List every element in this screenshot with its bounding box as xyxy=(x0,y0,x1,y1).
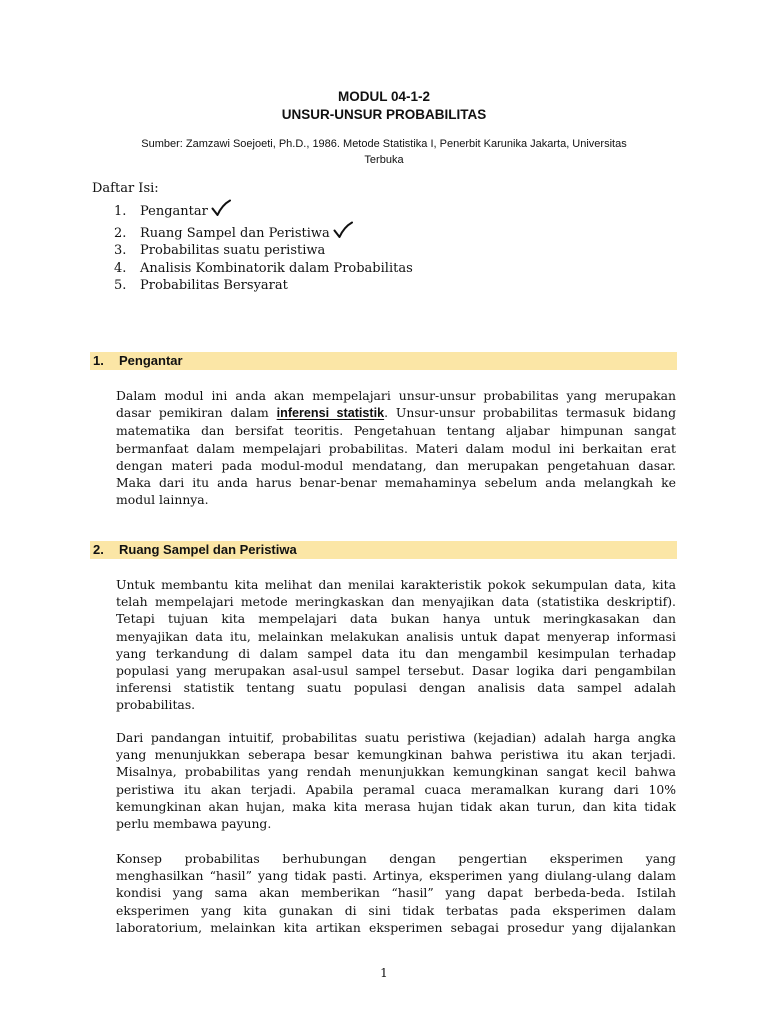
toc-item-number: 5. xyxy=(114,278,127,293)
toc-item-label: Analisis Kombinatorik dalam Probabilitas xyxy=(140,260,413,276)
page-number: 1 xyxy=(380,966,388,980)
paragraph-line: Misalnya, probabilitas yang rendah menunjukkan kemungkinan sangat kecil bahwa xyxy=(116,764,676,780)
paragraph-line: peristiwa itu akan terjadi. Apabila peramal cuaca meramalkan kurang dari 10% xyxy=(116,781,676,797)
toc-item-number: 3. xyxy=(114,243,127,258)
toc-item-number: 2. xyxy=(114,225,127,241)
paragraph-line: Tetapi tujuan kita mempelajari data bukan hanya untuk meringkasakan dan xyxy=(116,611,676,627)
key-term: inferensi statistik xyxy=(276,406,385,421)
section-number: 1. xyxy=(93,353,104,368)
paragraph-line: populasi yang merupakan asal-usul sampel tersebut. Dasar logika dari pengambilan xyxy=(116,663,676,679)
paragraph-line: kondisi yang sama akan memberikan “hasil” yang dapat berbeda-beda. Istilah xyxy=(116,885,676,901)
paragraph-line: perlu membawa payung. xyxy=(116,816,272,832)
paragraph-line: Konsep probabilitas berhubungan dengan pengertian eksperimen yang xyxy=(116,851,676,866)
paragraph-line: menghasilkan “hasil” yang tidak pasti. Artinya, eksperimen yang diulang-ulang dalam xyxy=(116,868,676,884)
table-of-contents xyxy=(114,199,413,295)
paragraph-line: Maka dari itu anda harus benar-benar memahaminya sebelum anda melangkah ke xyxy=(116,475,676,491)
paragraph-line: yang menunjukkan seberapa besar kemungkinan bahwa peristiwa itu akan terjadi. xyxy=(116,747,676,763)
paragraph-line: laboratorium, melainkan kita artikan eksperimen sebagai prosedur yang dijalankan xyxy=(116,919,676,935)
toc-item-label: Ruang Sampel dan Peristiwa xyxy=(140,225,330,241)
toc-item-label: Probabilitas Bersyarat xyxy=(140,278,288,293)
toc-item xyxy=(114,221,413,243)
section-heading-pengantar xyxy=(90,352,677,370)
section-number: 2. xyxy=(93,542,104,557)
paragraph-line: bermanfaat dalam mempelajari probabilitas. Materi dalam modul ini berkaitan erat xyxy=(116,440,676,456)
paragraph-line: eksperimen yang kita gunakan di sini tidak terbatas pada eksperimen dalam xyxy=(116,902,676,918)
paragraph xyxy=(116,576,676,714)
paragraph-line: kemungkinan akan hujan, maka kita merasa hujan tidak akan turun, dan kita tidak xyxy=(116,798,676,814)
paragraph-line: Untuk membantu kita melihat dan menilai karakteristik pokok sekumpulan data, kita xyxy=(116,577,676,592)
toc-item xyxy=(114,277,413,295)
paragraph xyxy=(116,729,676,832)
paragraph-line: matematika dan bersifat teoritis. Pengetahuan tentang aljabar himpunan sangat xyxy=(116,423,676,439)
paragraph xyxy=(116,387,676,508)
toc-item-number: 1. xyxy=(114,204,127,219)
section-heading-ruang-sampel xyxy=(90,541,677,559)
paragraph-line: yang terkandung di dalam sampel data itu dan mengambil kesimpulan terhadap xyxy=(116,645,676,661)
paragraph-line: menyajikan data itu, melainkan melakukan analisis untuk dapat menyerap informasi xyxy=(116,628,676,644)
toc-item-number: 4. xyxy=(114,260,127,276)
section-title: Pengantar xyxy=(119,353,183,368)
text-run: . Unsur-unsur probabilitas termasuk bidang xyxy=(384,405,676,421)
paragraph-line: inferensi statistik tentang suatu populasi dengan analisis data sampel adalah xyxy=(116,680,676,696)
paragraph-line: telah mempelajari metode meringkaskan dan menyajikan data (statistika deskriptif). xyxy=(116,594,676,610)
source-citation xyxy=(110,136,658,168)
toc-item xyxy=(114,260,413,278)
text-run: dasar pemikiran dalam xyxy=(116,405,277,421)
section-title: Ruang Sampel dan Peristiwa xyxy=(119,542,297,557)
checkmark-icon xyxy=(333,221,353,239)
toc-item xyxy=(114,199,413,221)
module-title: UNSUR-UNSUR PROBABILITAS xyxy=(281,107,487,122)
module-code: MODUL 04-1-2 xyxy=(337,89,431,104)
paragraph-line: modul lainnya. xyxy=(116,492,209,508)
paragraph-line: dengan materi pada modul-modul mendatang, dan merupakan pengetahuan dasar. xyxy=(116,457,676,473)
paragraph xyxy=(116,850,676,936)
toc-item xyxy=(114,242,413,260)
checkmark-icon xyxy=(211,199,231,217)
paragraph-line: Dalam modul ini anda akan mempelajari unsur-unsur probabilitas yang merupakan xyxy=(116,388,676,403)
source-line-2: Terbuka xyxy=(364,154,404,166)
paragraph-line: probabilitas. xyxy=(116,697,196,713)
paragraph-line xyxy=(116,404,676,422)
source-line-1: Sumber: Zamzawi Soejoeti, Ph.D., 1986. Metode Statistika I, Penerbit Karunika Jakarta, Universitas xyxy=(141,138,627,150)
toc-heading: Daftar Isi: xyxy=(92,181,159,196)
toc-item-label: Pengantar xyxy=(140,204,208,219)
paragraph-line: Dari pandangan intuitif, probabilitas suatu peristiwa (kejadian) adalah harga angka xyxy=(116,730,676,745)
toc-item-label: Probabilitas suatu peristiwa xyxy=(140,243,326,258)
